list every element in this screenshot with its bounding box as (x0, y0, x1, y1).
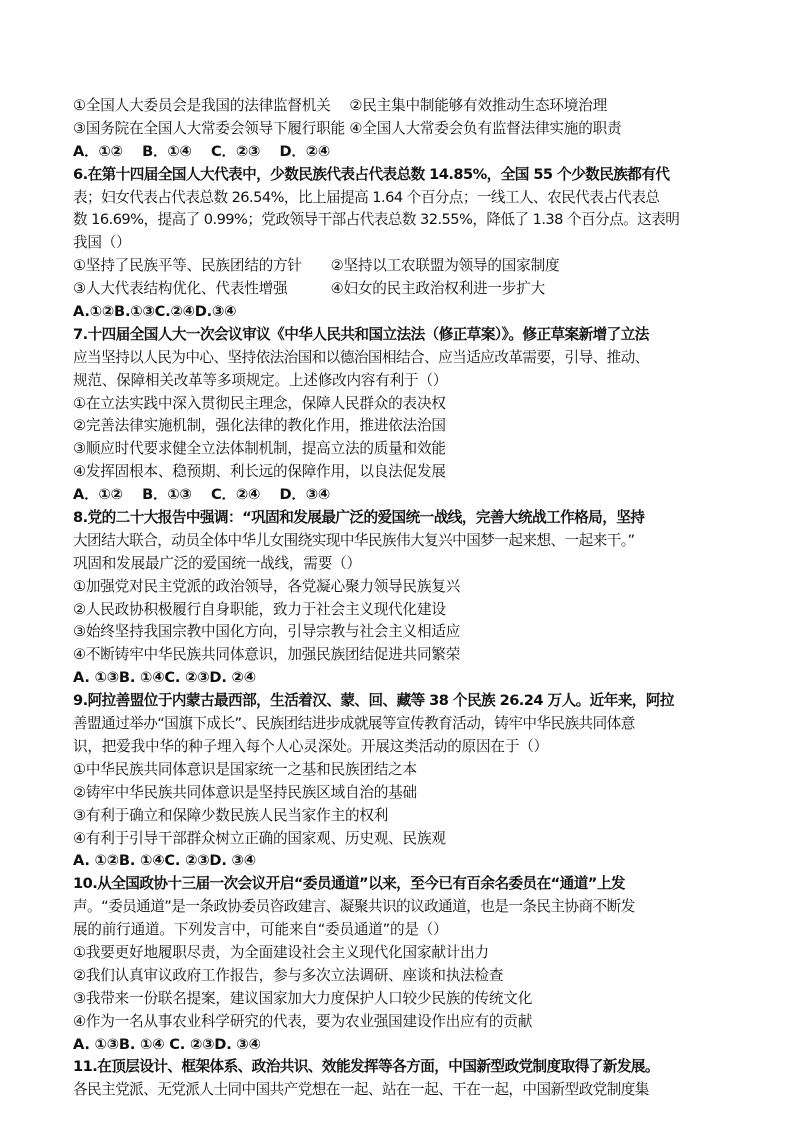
q9-option-4: ④有利于引导干部群众树立正确的国家观、历史观、民族观 (73, 829, 446, 847)
q6-stem-line-4: 我国（） (73, 234, 131, 252)
q7-option-3: ③顺应时代要求健全立法体制机制，提高立法的质量和效能 (73, 440, 446, 458)
q9-stem-line-3: 识，把爱我中华的种子埋入每个人心灵深处。开展这类活动的原因在于（） (73, 737, 548, 755)
q8-option-4: ④不断铸牢中华民族共同体意识，加强民族团结促进共同繁荣 (73, 646, 461, 664)
q6-stem-line-3: 数 16.69%，提高了 0.99%；党政领导干部占代表总数 32.55%，降低了 1.38 个百分点。这表明 (73, 211, 680, 229)
q10-stem-line-2: 声。“委员通道”是一条政协委员咨政建言、凝聚共识的议政通道，也是一条民主协商不断发 (73, 898, 635, 916)
q5-options-3-4: ③国务院在全国人大常委会领导下履行职能 ④全国人大常委会负有监督法律实施的职责 (73, 119, 622, 137)
q9-stem-line-1: 9.阿拉善盟位于内蒙古最西部，生活着汉、蒙、回、藏等 38 个民族 26.24 万人。近年来，阿拉 (73, 692, 674, 710)
q6-options-3-4: ③人大代表结构优化、代表性增强 ④妇女的民主政治权利进一步扩大 (73, 280, 545, 298)
q10-option-1: ①我要更好地履职尽责，为全面建设社会主义现代化国家献计出力 (73, 943, 489, 961)
q5-options-1-2: ①全国人大委员会是我国的法律监督机关 ②民主集中制能够有效推动生态环境治理 (73, 97, 607, 114)
q7-stem-line-3: 规范、保障相关改革等多项规定。上述修改内容有利于（） (73, 371, 448, 389)
q5-answer-choices: A．①② B．①④ C．②③ D．②④ (73, 142, 331, 160)
q10-stem-line-1: 10.从全国政协十三届一次会议开启“委员通道”以来，至今已有百余名委员在“通道”上发 (73, 875, 625, 893)
q11-stem-line-1: 11.在顶层设计、框架体系、政治共识、效能发挥等各方面，中国新型政党制度取得了新发展。 (73, 1058, 659, 1076)
q8-option-3: ③始终坚持我国宗教中国化方向，引导宗教与社会主义相适应 (73, 623, 461, 641)
q9-stem-line-2: 善盟通过举办“国旗下成长”、民族团结进步成就展等宣传教育活动，铸牢中华民族共同体意 (73, 715, 635, 733)
q6-answer-choices: A.①②B.①③C.②④D.③④ (73, 303, 237, 321)
q7-option-4: ④发挥固根本、稳预期、利长远的保障作用，以良法促发展 (73, 463, 446, 481)
q7-option-2: ②完善法律实施机制，强化法律的教化作用，推进依法治国 (73, 417, 446, 435)
q7-option-1: ①在立法实践中深入贯彻民主理念，保障人民群众的表决权 (73, 394, 446, 412)
q10-option-2: ②我们认真审议政府工作报告，参与多次立法调研、座谈和执法检查 (73, 966, 504, 984)
exam-content (73, 95, 723, 1102)
q8-stem-line-3: 巩固和发展最广泛的爱国统一战线，需要（） (73, 554, 361, 572)
q10-stem-line-3: 展的前行通道。下列发言中，可能来自“委员通道”的是（） (73, 921, 448, 939)
q10-option-3: ③我带来一份联名提案，建议国家加大力度保护人口较少民族的传统文化 (73, 989, 533, 1007)
q9-option-3: ③有利于确立和保障少数民族人民当家作主的权利 (73, 806, 389, 824)
q9-option-1: ①中华民族共同体意识是国家统一之基和民族团结之本 (73, 760, 417, 778)
q10-answer-choices: A. ①③B. ①④ C. ②③D. ③④ (73, 1035, 261, 1053)
q6-options-1-2: ①坚持了民族平等、民族团结的方针 ②坚持以工农联盟为领导的国家制度 (73, 257, 560, 275)
q8-answer-choices: A. ①③B. ①④C. ②③D. ②④ (73, 669, 256, 687)
q9-option-2: ②铸牢中华民族共同体意识是坚持民族区域自治的基础 (73, 783, 417, 801)
q9-answer-choices: A. ①②B. ①④C. ②③D. ③④ (73, 852, 256, 870)
q7-stem-line-2: 应当坚持以人民为中心、坚持依法治国和以德治国相结合、应当适应改革需要，引导、推动、 (73, 348, 649, 366)
q8-option-2: ②人民政协积极履行自身职能，致力于社会主义现代化建设 (73, 600, 446, 618)
q7-answer-choices: A．①② B．①③ C．②④ D．③④ (73, 486, 331, 504)
q8-stem-line-1: 8.党的二十大报告中强调：“巩固和发展最广泛的爱国统一战线，完善大统战工作格局，坚持 (73, 509, 645, 527)
q8-option-1: ①加强党对民主党派的政治领导，各党凝心聚力领导民族复兴 (73, 577, 461, 595)
q6-stem-line-1: 6.在第十四届全国人大代表中，少数民族代表占代表总数 14.85%，全国 55 个少数民族都有代 (73, 165, 670, 183)
q8-stem-line-2: 大团结大联合，动员全体中华儿女围绕实现中华民族伟大复兴中国梦一起来想、一起来干。” (73, 531, 635, 549)
q6-stem-line-2: 表；妇女代表占代表总数 26.54%，比上届提高 1.64 个百分点；一线工人、农民代表占代表总 (73, 188, 660, 206)
q10-option-4: ④作为一名从事农业科学研究的代表，要为农业强国建设作出应有的贡献 (73, 1012, 533, 1030)
q11-stem-line-2: 各民主党派、无党派人士同中国共产党想在一起、站在一起、干在一起，中国新型政党制度集 (73, 1081, 649, 1099)
q7-stem-line-1: 7.十四届全国人大一次会议审议《中华人民共和国立法法（修正草案）》。修正草案新增了立法 (73, 325, 649, 343)
